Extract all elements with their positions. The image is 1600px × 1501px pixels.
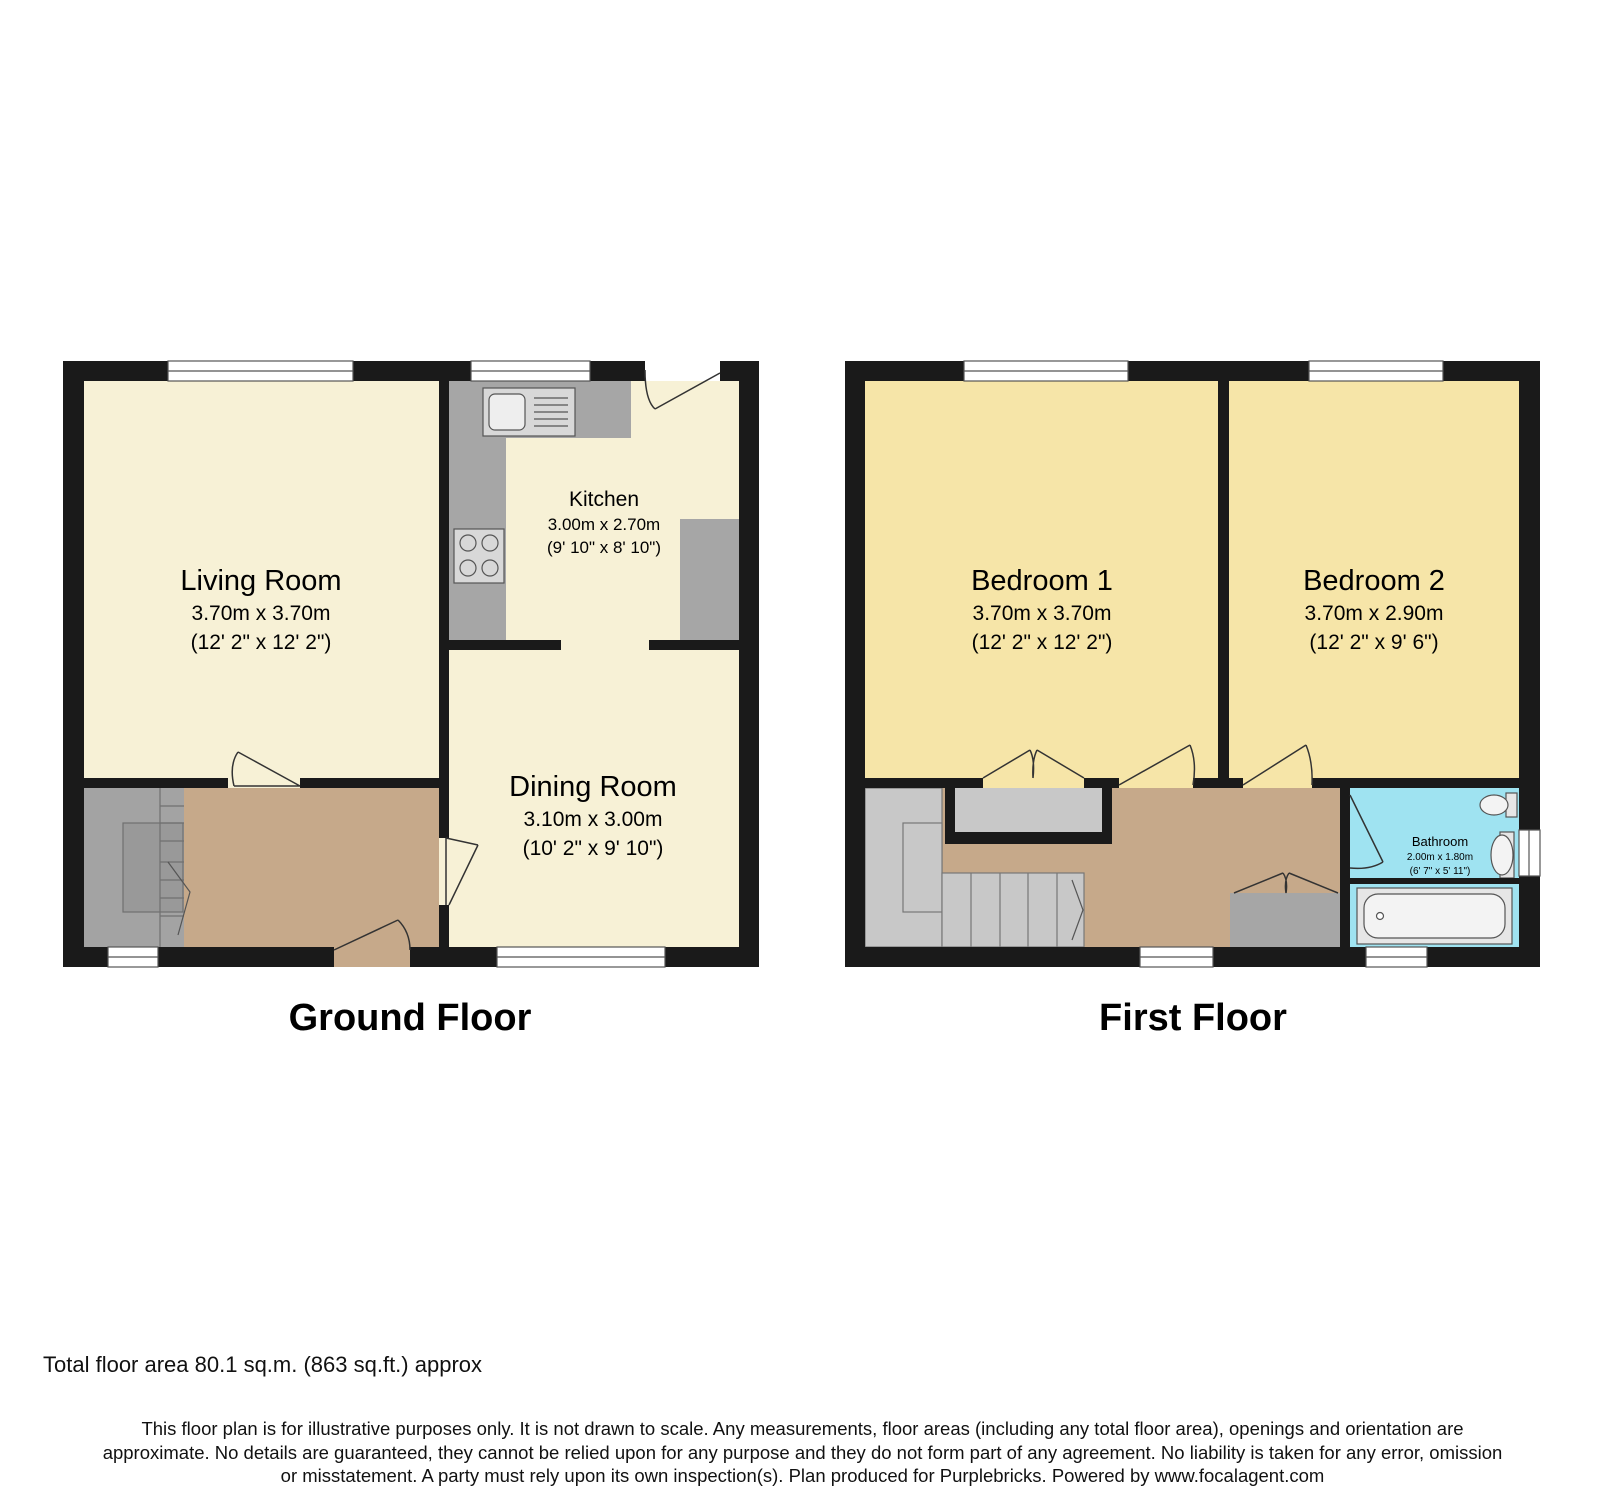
- disclaimer-line-3: or misstatement. A party must rely upon its own inspection(s). Plan produced for Purplebricks. Powered by www.focalagent.com: [280, 1465, 1325, 1486]
- first-floor-plan: [845, 361, 1540, 1039]
- bathroom-name: Bathroom: [1411, 834, 1469, 849]
- hob-icon: [454, 529, 504, 583]
- bedroom-1-imperial: (12' 2" x 12' 2"): [971, 631, 1113, 654]
- bedroom-1-name: Bedroom 1: [971, 565, 1113, 597]
- disclaimer: [30, 1417, 1575, 1488]
- kitchen-imperial: (9' 10" x 8' 10"): [546, 538, 662, 557]
- total-floor-area: Total floor area 80.1 sq.m. (863 sq.ft.) approx: [43, 1352, 483, 1377]
- first-floor-title: First Floor: [1099, 997, 1287, 1039]
- bathroom-imperial: (6' 7" x 5' 11"): [1409, 866, 1471, 877]
- bedroom-2-imperial: (12' 2" x 9' 6"): [1309, 631, 1439, 654]
- dining-room-metric: 3.10m x 3.00m: [523, 808, 663, 831]
- disclaimer-line-1: This floor plan is for illustrative purposes only. It is not drawn to scale. Any measurements, floor areas (including any total floor area), openings and orientation are: [141, 1418, 1464, 1439]
- bedroom-2-metric: 3.70m x 2.90m: [1304, 602, 1444, 625]
- ground-floor-title: Ground Floor: [288, 997, 532, 1039]
- ground-floor-plan: [63, 361, 759, 1039]
- bedroom-1-metric: 3.70m x 3.70m: [972, 602, 1112, 625]
- dining-room-imperial: (10' 2" x 9' 10"): [522, 837, 664, 860]
- kitchen-metric: 3.00m x 2.70m: [547, 515, 661, 534]
- bedroom-2-name: Bedroom 2: [1303, 565, 1445, 597]
- bathroom-metric: 2.00m x 1.80m: [1406, 852, 1474, 863]
- kitchen-name: Kitchen: [568, 488, 640, 511]
- living-room-metric: 3.70m x 3.70m: [191, 602, 331, 625]
- dining-room-name: Dining Room: [509, 771, 677, 803]
- living-room-imperial: (12' 2" x 12' 2"): [190, 631, 332, 654]
- disclaimer-line-2: approximate. No details are guaranteed, they cannot be relied upon for any purpose and they do not form part of any agreement. No liability is taken for any error, omission: [102, 1441, 1503, 1463]
- living-room-name: Living Room: [180, 565, 342, 597]
